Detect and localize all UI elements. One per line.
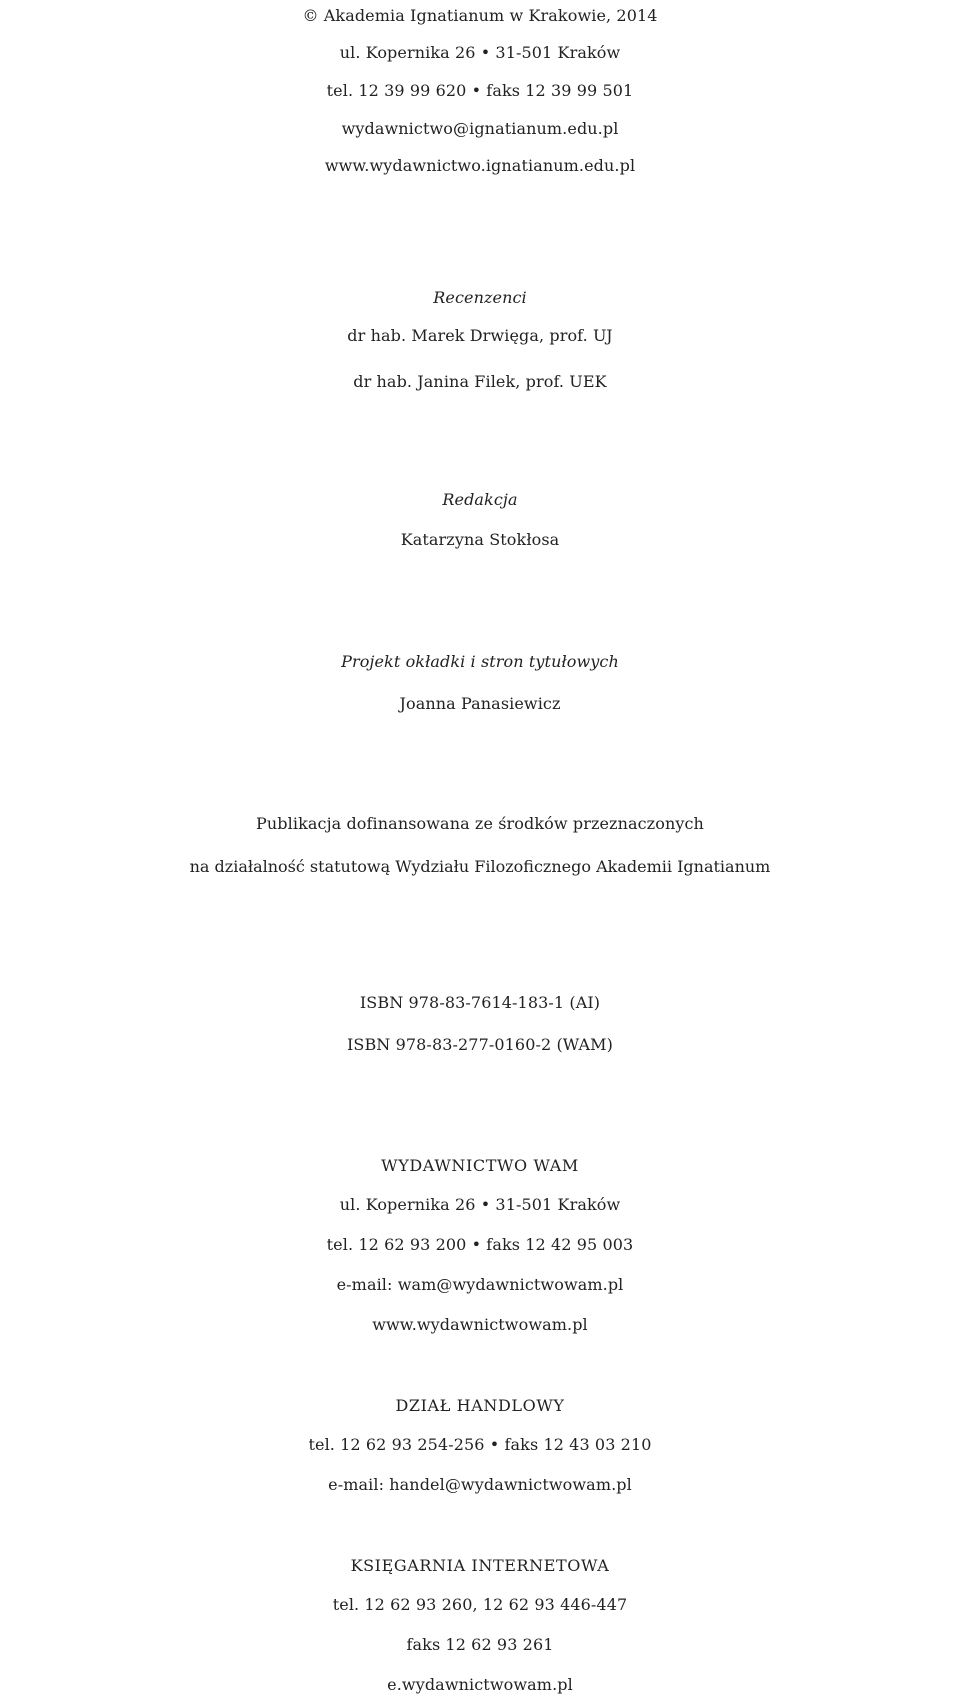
- cover-design-heading: Projekt okładki i stron tytułowych: [341, 652, 619, 671]
- publisher-phone: tel. 12 39 99 620 • faks 12 39 99 501: [326, 81, 634, 100]
- sales-phone: tel. 12 62 93 254-256 • faks 12 43 03 210: [308, 1435, 652, 1454]
- bookstore-fax: faks 12 62 93 261: [406, 1635, 554, 1654]
- publisher-address: ul. Kopernika 26 • 31-501 Kraków: [339, 43, 621, 62]
- sales-heading: DZIAŁ HANDLOWY: [395, 1396, 565, 1415]
- wam-email: e-mail: wam@wydawnictwowam.pl: [336, 1275, 624, 1294]
- funding-line: na działalność statutową Wydziału Filozoficznego Akademii Ignatianum: [189, 857, 771, 876]
- wam-phone: tel. 12 62 93 200 • faks 12 42 95 003: [326, 1235, 634, 1254]
- copyright-line: © Akademia Ignatianum w Krakowie, 2014: [302, 6, 658, 25]
- bookstore-phone: tel. 12 62 93 260, 12 62 93 446-447: [332, 1595, 628, 1614]
- wam-address: ul. Kopernika 26 • 31-501 Kraków: [339, 1195, 621, 1214]
- reviewer-name: dr hab. Janina Filek, prof. UEK: [353, 372, 607, 391]
- sales-email: e-mail: handel@wydawnictwowam.pl: [328, 1475, 632, 1494]
- bookstore-website: e.wydawnictwowam.pl: [387, 1675, 573, 1694]
- editing-heading: Redakcja: [442, 490, 518, 509]
- bookstore-heading: KSIĘGARNIA INTERNETOWA: [350, 1556, 610, 1575]
- editor-name: Katarzyna Stokłosa: [400, 530, 560, 549]
- reviewers-heading: Recenzenci: [433, 288, 527, 307]
- wam-website: www.wydawnictwowam.pl: [372, 1315, 588, 1334]
- funding-line: Publikacja dofinansowana ze środków przeznaczonych: [256, 814, 704, 833]
- cover-designer-name: Joanna Panasiewicz: [399, 694, 561, 713]
- reviewer-name: dr hab. Marek Drwięga, prof. UJ: [347, 326, 613, 345]
- publisher-email: wydawnictwo@ignatianum.edu.pl: [341, 119, 619, 138]
- wam-heading: WYDAWNICTWO WAM: [381, 1156, 579, 1175]
- isbn-line: ISBN 978-83-277-0160-2 (WAM): [346, 1035, 614, 1054]
- isbn-line: ISBN 978-83-7614-183-1 (AI): [359, 993, 601, 1012]
- publisher-website: www.wydawnictwo.ignatianum.edu.pl: [324, 156, 636, 175]
